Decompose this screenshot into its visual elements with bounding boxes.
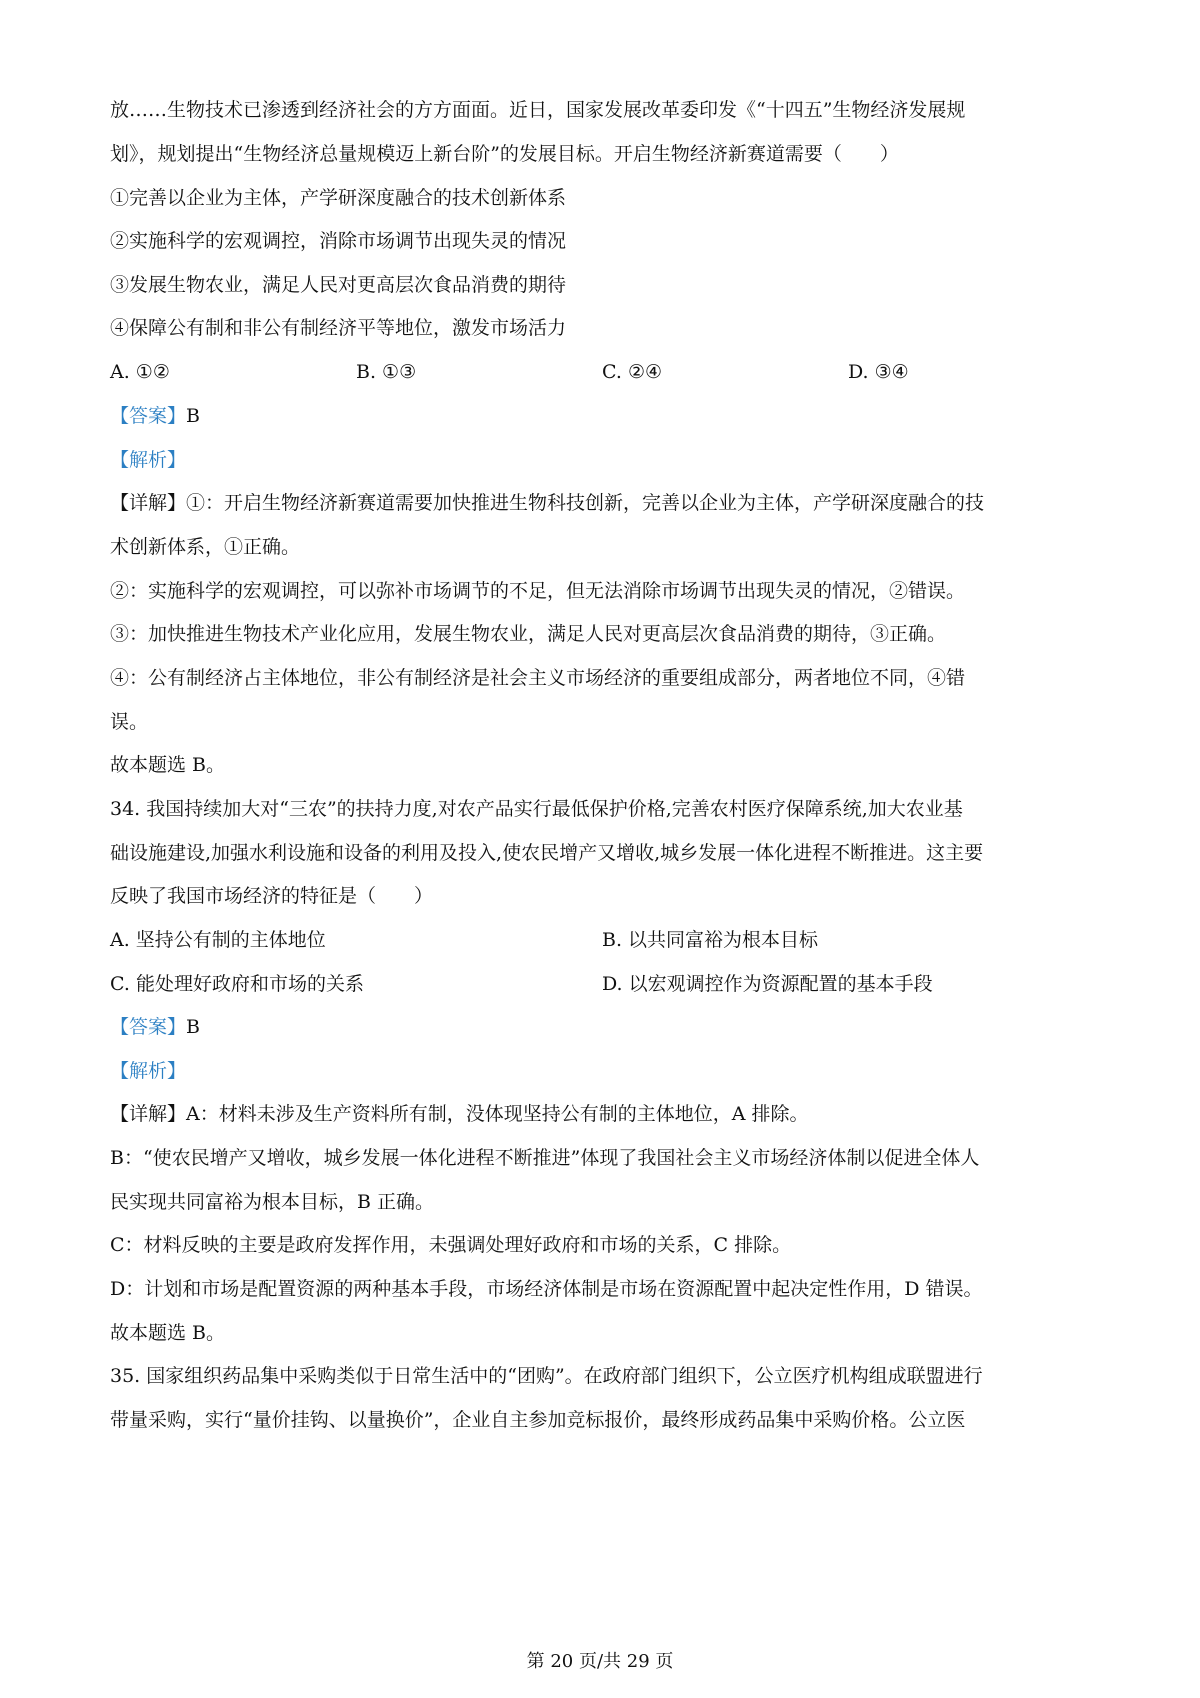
q34-conclusion: 故本题选 B。 <box>110 1322 226 1344</box>
q34-option-a: A. 坚持公有制的主体地位 <box>110 929 326 951</box>
answer-tag: 【答案】 <box>110 1016 187 1038</box>
q33-option-b: B. ①③ <box>356 361 417 383</box>
answer-tag: 【答案】 <box>110 405 187 427</box>
q33-item-3: ③发展生物农业，满足人民对更高层次食品消费的期待 <box>110 274 567 296</box>
q35-stem-line-2: 带量采购，实行“量价挂钩、以量换价”，企业自主参加竞标报价，最终形成药品集中采购价格。公立医 <box>110 1409 966 1431</box>
detail-text: ①：开启生物经济新赛道需要加快推进生物科技创新，完善以企业为主体，产学研深度融合的技 <box>186 492 985 514</box>
q34-detail-line-5: D：计划和市场是配置资源的两种基本手段，市场经济体制是市场在资源配置中起决定性作用，D 错误。 <box>110 1278 983 1300</box>
answer-value: B <box>186 405 200 427</box>
q33-detail-line-4: ③：加快推进生物技术产业化应用，发展生物农业，满足人民对更高层次食品消费的期待，③正确。 <box>110 623 947 645</box>
q33-option-c: C. ②④ <box>602 361 663 383</box>
q34-stem-line-1: 34. 我国持续加大对“三农”的扶持力度,对农产品实行最低保护价格,完善农村医疗保障系统,加大农业基 <box>110 798 963 820</box>
q33-stem-line-2: 划》，规划提出“生物经济总量规模迈上新台阶”的发展目标。开启生物经济新赛道需要（ ） <box>110 143 899 165</box>
q33-item-4: ④保障公有制和非公有制经济平等地位，激发市场活力 <box>110 317 567 339</box>
q33-conclusion: 故本题选 B。 <box>110 754 226 776</box>
q33-item-1: ①完善以企业为主体，产学研深度融合的技术创新体系 <box>110 187 567 209</box>
q33-detail-line-2: 术创新体系，①正确。 <box>110 536 301 558</box>
q34-analysis-tag: 【解析】 <box>110 1060 187 1082</box>
page-number-footer: 第 20 页/共 29 页 <box>526 1651 674 1672</box>
q33-option-a: A. ①② <box>110 361 170 383</box>
q35-stem-line-1: 35. 国家组织药品集中采购类似于日常生活中的“团购”。在政府部门组织下，公立医疗机构组成联盟进行 <box>110 1365 983 1387</box>
q34-option-d: D. 以宏观调控作为资源配置的基本手段 <box>602 973 933 995</box>
answer-value: B <box>186 1016 200 1038</box>
q33-answer <box>110 403 1110 429</box>
q34-option-c: C. 能处理好政府和市场的关系 <box>110 973 364 995</box>
q34-detail-line-3: 民实现共同富裕为根本目标，B 正确。 <box>110 1191 435 1213</box>
q33-detail-line-5: ④：公有制经济占主体地位，非公有制经济是社会主义市场经济的重要组成部分，两者地位不同，④错 <box>110 667 966 689</box>
detail-text: A：材料未涉及生产资料所有制，没体现坚持公有制的主体地位，A 排除。 <box>186 1103 809 1125</box>
q34-detail-line-2: B：“使农民增产又增收，城乡发展一体化进程不断推进”体现了我国社会主义市场经济体制以促进全体人 <box>110 1147 980 1169</box>
q33-item-2: ②实施科学的宏观调控，消除市场调节出现失灵的情况 <box>110 230 567 252</box>
q33-stem-line-1: 放……生物技术已渗透到经济社会的方方面面。近日，国家发展改革委印发《“十四五”生物经济发展规 <box>110 99 966 121</box>
q33-detail-line-3: ②：实施科学的宏观调控，可以弥补市场调节的不足，但无法消除市场调节出现失灵的情况，②错误。 <box>110 580 966 602</box>
detail-tag: 【详解】 <box>110 1103 187 1125</box>
q34-option-b: B. 以共同富裕为根本目标 <box>602 929 819 951</box>
q34-answer <box>110 1014 1110 1040</box>
q33-detail-line-6: 误。 <box>110 711 149 733</box>
q34-stem-line-3: 反映了我国市场经济的特征是（ ） <box>110 885 434 907</box>
detail-tag: 【详解】 <box>110 492 187 514</box>
q34-detail-line-1 <box>110 1101 1110 1127</box>
q34-detail-line-4: C：材料反映的主要是政府发挥作用，未强调处理好政府和市场的关系，C 排除。 <box>110 1234 792 1256</box>
q33-detail-line-1 <box>110 490 1110 516</box>
q34-stem-line-2: 础设施建设,加强水利设施和设备的利用及投入,使农民增产又增收,城乡发展一体化进程不断推进。这主要 <box>110 842 984 864</box>
q33-analysis-tag: 【解析】 <box>110 449 187 471</box>
q33-option-d: D. ③④ <box>848 361 909 383</box>
